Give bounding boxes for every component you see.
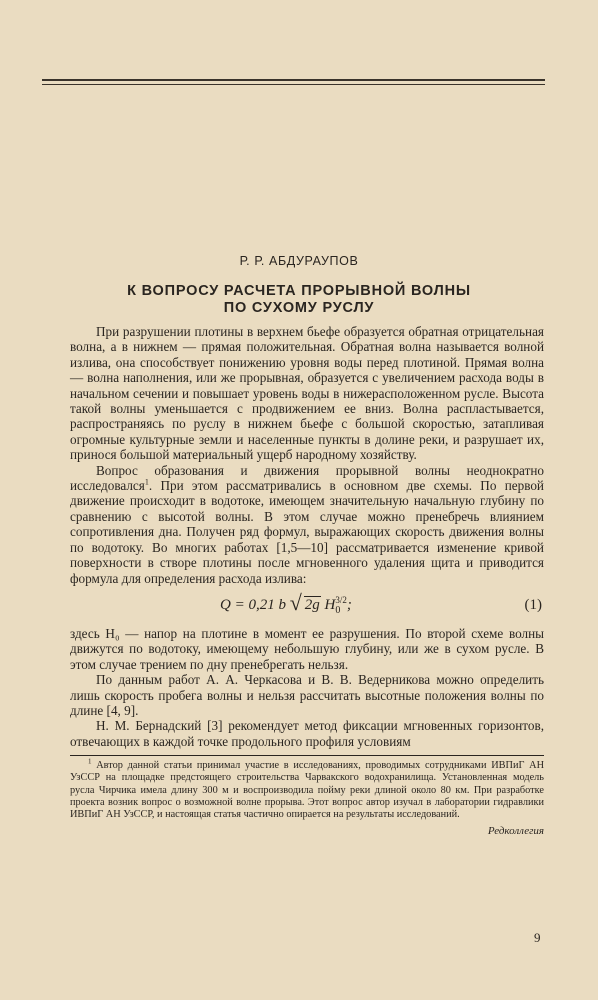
paragraph-5: Н. М. Бернадский [3] рекомендует метод фиксации мгновенных горизонтов, отвечающих в каждой точке продольного профиля условиям	[70, 718, 544, 749]
radical-sign-icon: √	[289, 589, 302, 615]
header-rule-thin	[42, 84, 545, 85]
page-number: 9	[534, 930, 541, 945]
paragraph-2: Вопрос образования и движения прорывной волны неоднократно исследовался$^1$. При этом рассматривались в основном две схемы. По первой движение происходит в водотоке, имеющем значительную начальную глубину по сравнению с высотой волны. В этом случае можно пренебречь влиянием сопротивления дна. Получен ряд формул, выражающих скорость движения волны по водотоку. Во многих работах [1,5—10] рассматривается изменение кривой поверхности в створе плотины после мгновенного удаления щита и приводится формула для определения расхода излива:	[70, 462, 544, 586]
footnote-signature: Редколлегия	[487, 825, 544, 838]
article-author: Р. Р. АБДУРАУПОВ	[239, 254, 359, 268]
equation-expression: Q = 0,21 b √ 2g $H_0^{3/2}$;	[220, 589, 352, 616]
equation-1	[70, 590, 544, 624]
article-title	[0, 283, 598, 317]
paragraph-3: здесь H₀ — напор на плотине в момент ее разрушения. По второй схеме волны движутся по водотоку, имеющему небольшую глубину, или же в сухом русле. В этом случае трением по дну пренебрегать нельзя.	[70, 625, 544, 672]
title-line-2: ПО СУХОМУ РУСЛУ	[223, 300, 375, 316]
title-line-1: К ВОПРОСУ РАСЧЕТА ПРОРЫВНОЙ ВОЛНЫ	[127, 283, 471, 299]
footnote-ref: 1	[144, 477, 149, 487]
paragraph-1: При разрушении плотины в верхнем бьефе образуется обратная отрицательная волна, а в нижнем — прямая положительная. Обратная волна называется волной излива, она способствует понижению уровня воды перед плотиной. Прямая волна — волна наполнения, или же прорывная, образуется с увеличением расхода воды в начальном сечении и повышает уровень воды в нижерасположенном русле. Высота такой волны уменьшается с продвижением ее вниз. Волна распластывается, распространяясь по руслу в нижнем бьефе с большой скоростью, затапливая огромные культурные земли и населенные пункты в долине реки, и разрушает их, принося большой материальный ущерб народному хозяйству.	[70, 324, 544, 463]
footnote: $^1$ Автор данной статьи принимал участие в исследованиях, проводимых сотрудниками ИВПиГ АН УзССР на площадке предстоящего строительства Чарвакского водохранилища. Установленная модель русла Чирчика имела длину 300 м и воспроизводила пойму реки длиной около 80 км. При разработке проекта возник вопрос о возможной волне прорыва. Этот вопрос автор изучал в лаборатории гидравлики ИВПиГ АН УзССР, и настоящая статья частично опирается на результаты исследований. Редколлегия	[70, 757, 545, 838]
article-body	[70, 324, 544, 837]
footnote-mark: 1	[88, 757, 92, 766]
square-root: √ 2g	[289, 589, 320, 615]
footnote-separator	[70, 755, 544, 756]
header-rule-thick	[42, 79, 545, 81]
equation-number: (1)	[524, 596, 542, 613]
paragraph-4: По данным работ А. А. Черкасова и В. В. Ведерникова можно определить лишь скорость пробега волны и нельзя рассчитать высотные положения волны по длине [4, 9].	[70, 672, 544, 718]
